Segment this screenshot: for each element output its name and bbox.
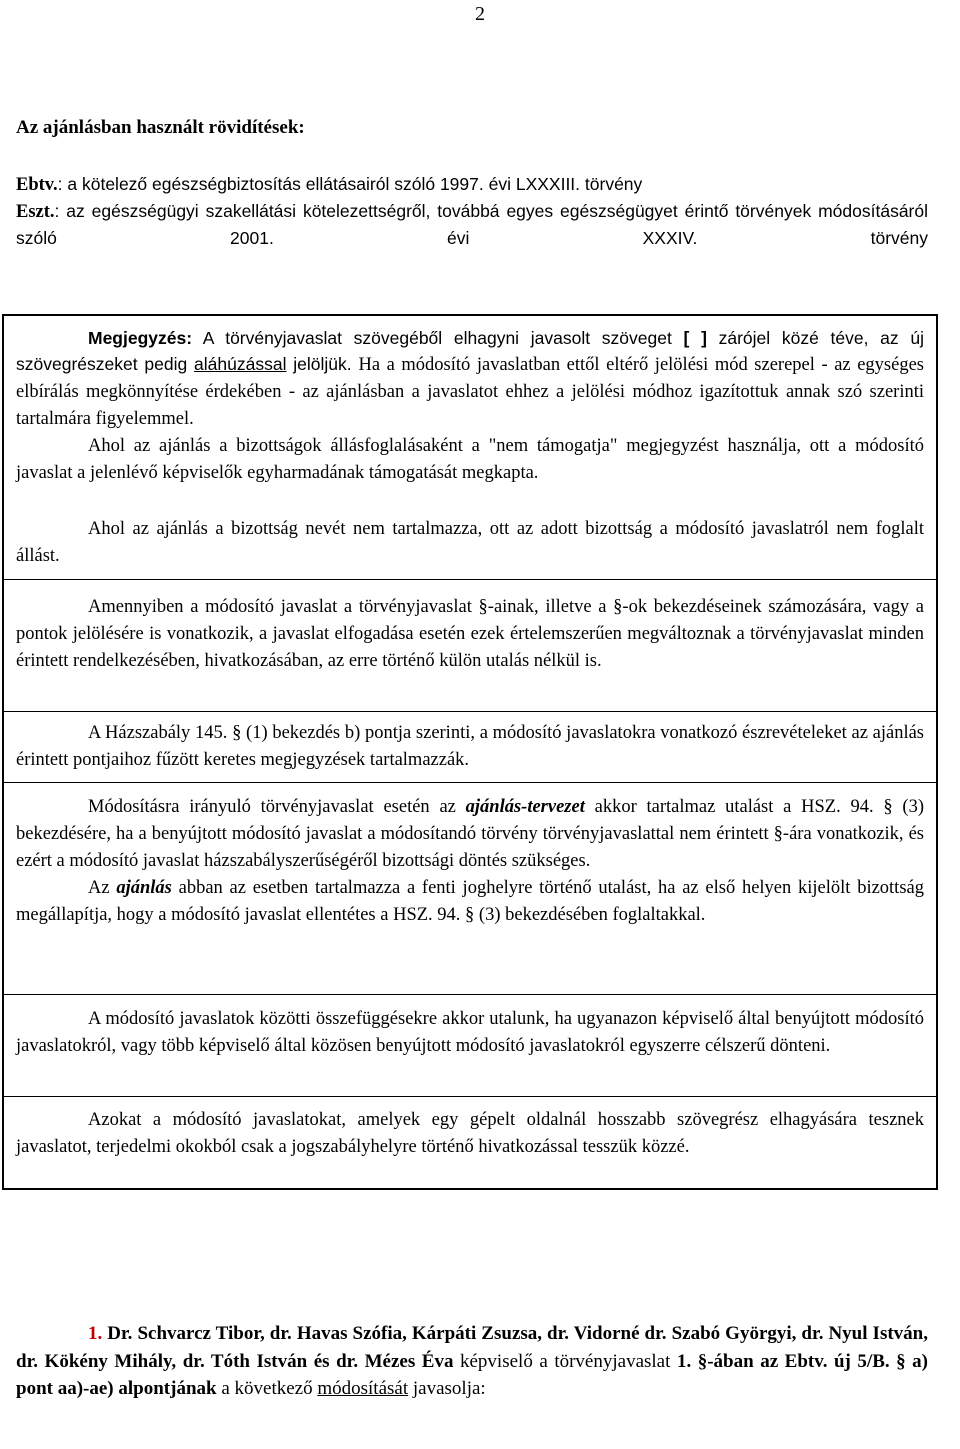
amendment-paragraph (16, 1320, 928, 1403)
note-section (4, 326, 936, 487)
page-number: 2 (475, 3, 485, 25)
abbreviation-term: Ebtv. (16, 175, 58, 195)
amendment-1 (16, 1320, 928, 1403)
amendment-text: javasolja: (408, 1378, 486, 1400)
note-paragraph (16, 326, 924, 433)
amendment-proposers: Dr. Schvarcz Tibor, dr. Havas Szófia, Kárpáti Zsuzsa, dr. Vidorné dr. Szabó Györgyi, dr. Nyul István, dr. Kökény Mihály, dr. Tóth István és dr. Mézes Éva (16, 1323, 928, 1372)
committee-paragraph: Ahol az ajánlás a bizottság nevét nem tartalmazza, ott az adott bizottság a módosító javaslatról nem foglalt állást. (16, 519, 924, 566)
note-text: zárójel közé téve, az új szövegrészeket pedig (16, 328, 924, 374)
amendment-text: a következő (216, 1378, 318, 1400)
divider (4, 1096, 936, 1097)
amendment-reference: 1. §-ában az Ebtv. új 5/B. § a) pont aa)-ae) alpontjának (16, 1350, 929, 1400)
abbreviation-term: Eszt. (16, 202, 55, 222)
hsz-text: akkor tartalmaz utalást a HSZ. 94. § (3) bekezdésére, ha a benyújtott módosító javaslat a módosítandó törvény törvényjavaslattal nem érintett §-ára vonatkozik, és ezért a módosító javaslat házszabályszerűségéről bizottsági döntés szükséges. (16, 797, 924, 871)
brackets-symbol: [ ] (683, 328, 707, 348)
note-text: A törvényjavaslat szövegéből elhagyni javasolt szöveget (192, 328, 684, 348)
abbreviation-list (16, 172, 928, 253)
hazszabaly-section (4, 720, 936, 774)
amendment-underlined: módosítását (317, 1378, 409, 1400)
abbreviation-eszt (16, 199, 928, 253)
divider (4, 579, 936, 580)
committee-section (4, 516, 936, 570)
note-label: Megjegyzés: (88, 328, 193, 348)
note-text: jelöljük. (286, 353, 359, 374)
long-paragraph: Azokat a módosító javaslatokat, amelyek egy gépelt oldalnál hosszabb szövegrész elhagyására tesznek javaslatot, terjedelmi okokból csak a jogszabályhelyre történő hivatkozással tesszük közzé. (16, 1110, 924, 1157)
numbering-paragraph: Amennyiben a módosító javaslat a törvényjavaslat §-ainak, illetve a §-ok bekezdéseinek számozására, vagy a pontok jelölésére is vonatkozik, a javaslat elfogadása esetén ezek értelemszerűen megváltoznak a törvényjavaslat minden érintett rendelkezésében, hivatkozásában, az erre történő külön utalás nélkül is. (16, 597, 924, 671)
abbreviation-definition: : az egészségügyi szakellátási kötelezettségről, továbbá egyes egészségügyet érintő törvények módosításáról szóló 2001. évi XXXIV. törvény (16, 201, 928, 248)
divider (4, 711, 936, 712)
related-section (4, 1006, 936, 1060)
amendment-text: képviselő a törvényjavaslat (453, 1350, 677, 1372)
note-text: Ha a módosító javaslatban ettől eltérő jelölési mód szerepel - az egységes elbírálás megkönnyítése érdekében - az ajánlásban a javaslatot ehhez a jelölési módhoz igazítottuk annak szó szerinti tartalmára figyelemmel. (16, 354, 924, 429)
hsz-paragraph-2 (16, 875, 924, 929)
related-paragraph: A módosító javaslatok közötti összefüggésekre akkor utalunk, ha ugyanazon képviselő által benyújtott módosító javaslatokról, vagy több képviselő által közösen benyújtott módosító javaslatokról egyszerre célszerű dönteni. (16, 1009, 924, 1056)
hsz-section (4, 794, 936, 929)
emphasis-ajanlas: ajánlás (116, 878, 172, 898)
hsz-paragraph (16, 794, 924, 875)
underline-example: aláhúzással (194, 353, 287, 374)
numbering-section (4, 594, 936, 675)
emphasis-ajanlas-tervezet: ajánlás-tervezet (465, 797, 585, 817)
note-paragraph-nem-tamogatja: Ahol az ajánlás a bizottságok állásfoglalásaként a "nem támogatja" megjegyzést használja, ott a módosító javaslat a jelenlévő képviselők egyharmadának támogatását megkapta. (16, 435, 924, 483)
divider (4, 994, 936, 995)
divider (4, 782, 936, 783)
abbreviation-definition: : a kötelező egészségbiztosítás ellátásairól szóló 1997. évi LXXXIII. törvény (57, 174, 643, 194)
long-section (4, 1107, 936, 1161)
abbreviations-heading: Az ajánlásban használt rövidítések: (16, 117, 305, 138)
amendment-number: 1. (88, 1323, 103, 1344)
hsz-text: Módosításra irányuló törvényjavaslat esetén az (88, 797, 466, 817)
notes-box (2, 314, 938, 1190)
hsz-text: Az (88, 878, 117, 898)
hazszabaly-paragraph: A Házszabály 145. § (1) bekezdés b) pontja szerinti, a módosító javaslatokra vonatkozó észrevételeket az ajánlás érintett pontjaihoz fűzött keretes megjegyzések tartalmazzák. (16, 723, 924, 770)
hsz-text: abban az esetben tartalmazza a fenti joghelyre történő utalást, ha az első helyen kijelölt bizottság megállapítja, hogy a módosító javaslat ellentétes a HSZ. 94. § (3) bekezdésében foglaltakkal. (16, 878, 924, 925)
abbreviation-ebtv (16, 172, 928, 199)
